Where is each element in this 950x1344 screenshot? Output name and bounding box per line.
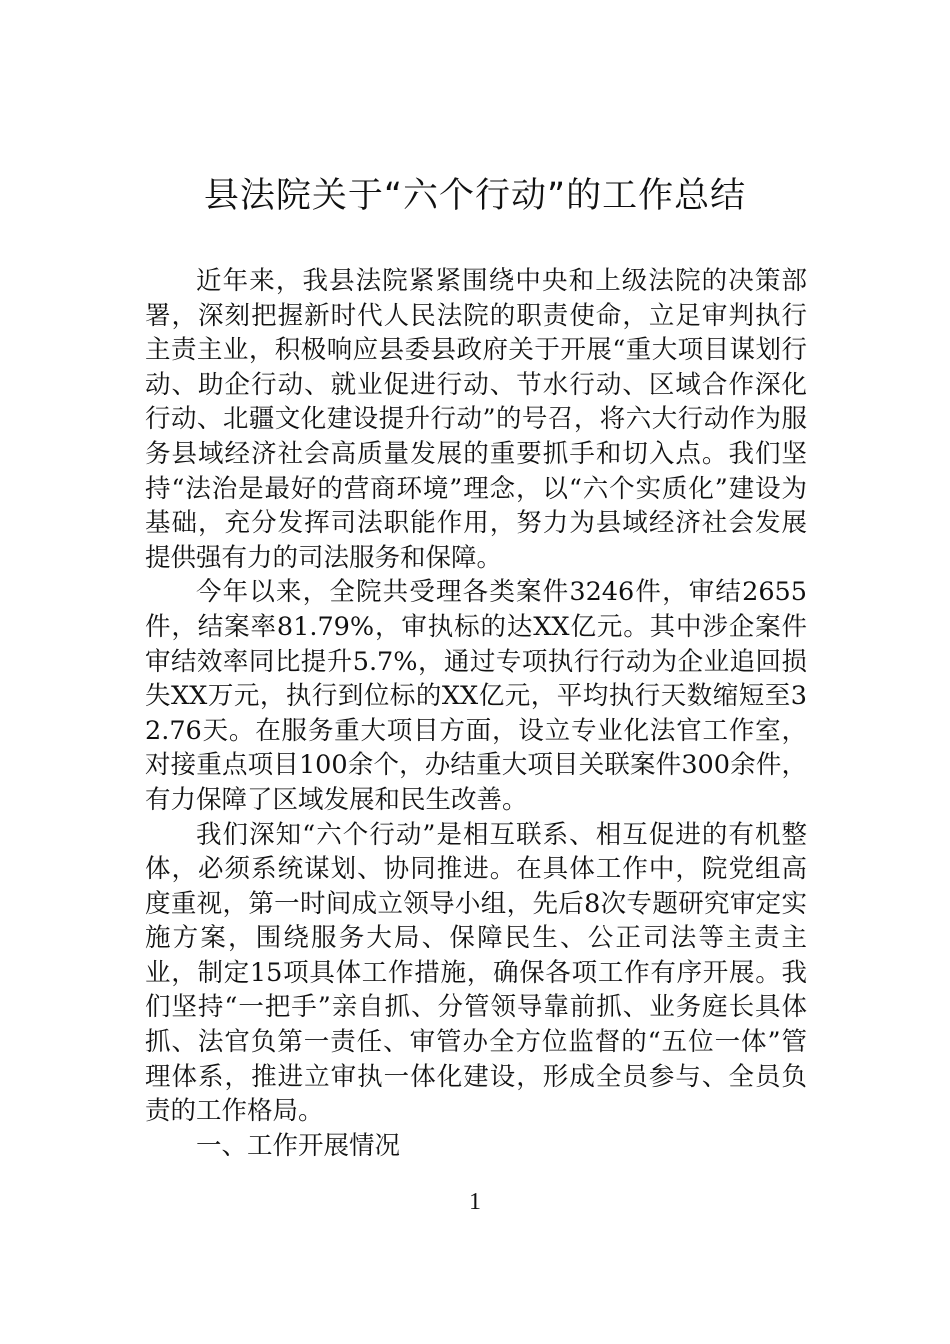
page-number: 1	[469, 1189, 481, 1215]
document-title: 县法院关于“六个行动”的工作总结	[203, 176, 747, 216]
paragraph-intro: 近年来，我县法院紧紧围绕中央和上级法院的决策部署，深刻把握新时代人民法院的职责使命，立足审判执行主责主业，积极响应县委县政府关于开展“重大项目谋划行动、助企行动、就业促进行动、节水行动、区域合作深化行动、北疆文化建设提升行动”的号召，将六大行动作为服务县域经济社会高质量发展的重要抓手和切入点。我们坚持“法治是最好的营商环境”理念，以“六个实质化”建设为基础，充分发挥司法职能作用，努力为县域经济社会发展提供强有力的司法服务和保障。	[145, 266, 807, 573]
paragraph-statistics: 今年以来，全院共受理各类案件3246件，审结2655件，结案率81.79%，审执标的达XX亿元。其中涉企案件审结效率同比提升5.7%，通过专项执行行动为企业追回损失XX万元，执行到位标的XX亿元，平均执行天数缩短至32.76天。在服务重大项目方面，设立专业化法官工作室，对接重点项目100余个，办结重大项目关联案件300余件，有力保障了区域发展和民生改善。	[145, 577, 807, 815]
paragraph-coordination: 我们深知“六个行动”是相互联系、相互促进的有机整体，必须系统谋划、协同推进。在具体工作中，院党组高度重视，第一时间成立领导小组，先后8次专题研究审定实施方案，围绕服务大局、保障民生、公正司法等主责主业，制定15项具体工作措施，确保各项工作有序开展。我们坚持“一把手”亲自抓、分管领导靠前抓、业务庭长具体抓、法官负第一责任、审管办全方位监督的“五位一体”管理体系，推进立审执一体化建设，形成全员参与、全员负责的工作格局。	[145, 819, 807, 1127]
document-body	[145, 264, 807, 1163]
section-heading: 一、工作开展情况	[196, 1130, 401, 1161]
